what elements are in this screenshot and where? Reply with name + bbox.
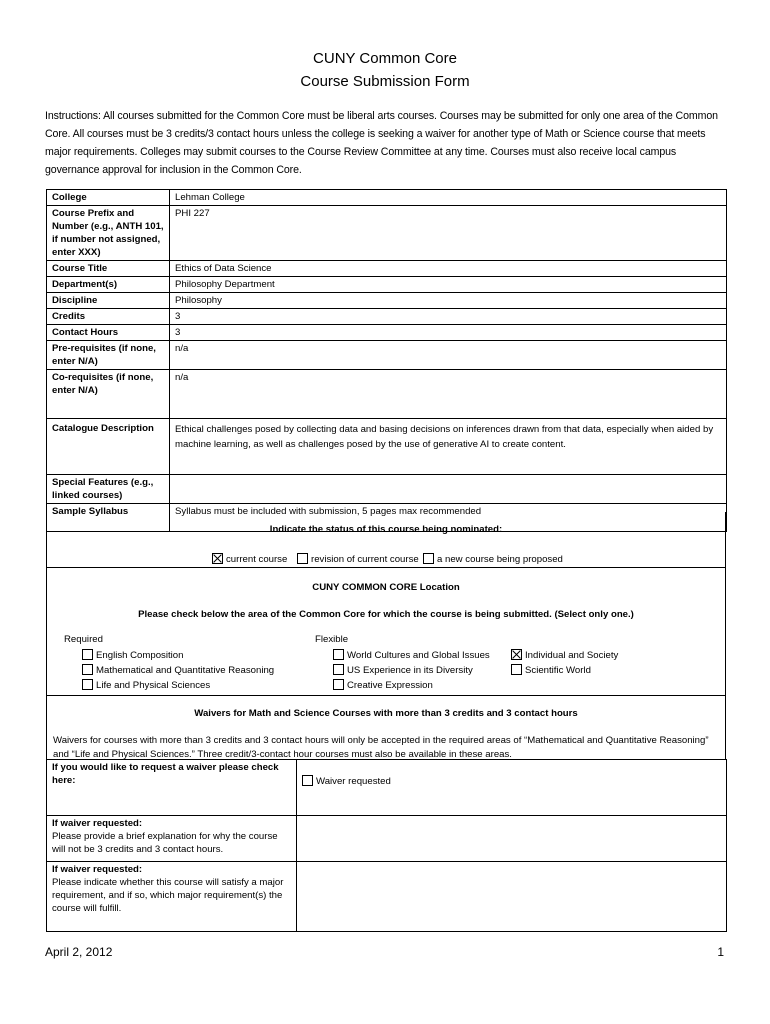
waiver-table [46,759,727,932]
field-value-catalogue-description[interactable]: Ethical challenges posed by collecting data and basing decisions on inferences drawn from that data, especially when aided by machine learning, as well as challenges posed by the use of generative AI to create content. [170,419,727,475]
table-row [47,206,727,261]
waiver-request-cell[interactable] [297,760,727,816]
field-label: Pre-requisites (if none, enter N/A) [47,341,170,370]
field-value-course-number[interactable]: PHI 227 [170,206,727,261]
field-label: College [47,190,170,206]
field-label: Course Title [47,261,170,277]
checkbox-checked[interactable] [511,649,522,660]
checkbox[interactable] [333,679,344,690]
status-option-revision[interactable]: revision of current course [297,553,419,565]
table-row [47,862,727,932]
waiver-major-input[interactable] [297,862,727,932]
instructions-paragraph: Instructions: All courses submitted for the Common Core must be liberal arts courses. Courses may be submitted for only one area of the Common Core. All courses must be 3 credits/3 contact hours unless the college is seeking a waiver for another type of Math or Science course that meets major requirements. Colleges may submit courses to the Course Review Committee at any time. Courses must also receive local campus governance approval for inclusion in the Common Core. [45,110,718,176]
status-option-current[interactable]: current course [212,553,287,565]
area-scientific-world[interactable]: Scientific World [511,664,591,676]
checkbox[interactable] [302,775,313,786]
table-row [47,277,727,293]
course-info-table [46,189,727,532]
field-label: Catalogue Description [47,419,170,475]
field-value-prerequisites[interactable]: n/a [170,341,727,370]
field-value-contact-hours[interactable]: 3 [170,325,727,341]
table-row [47,370,727,419]
location-subheading: Please check below the area of the Common Core for which the course is being submitted. (Select only one.) [138,609,634,620]
area-life-physical-sciences[interactable]: Life and Physical Sciences [82,679,210,691]
waiver-major-label: If waiver requested: Please indicate whether this course will satisfy a major requirement, and if so, which major requirement(s) the course will fulfill. [47,862,297,932]
field-value-department[interactable]: Philosophy Department [170,277,727,293]
area-world-cultures[interactable]: World Cultures and Global Issues [333,649,490,661]
form-subtitle: Course Submission Form [300,73,470,90]
flexible-label: Flexible [315,634,349,645]
table-row [47,293,727,309]
required-label: Required [64,634,103,645]
checkbox[interactable] [333,649,344,660]
form-title: CUNY Common Core [313,50,457,67]
checkbox[interactable] [511,664,522,675]
checkbox[interactable] [82,679,93,690]
waivers-heading: Waivers for Math and Science Courses with more than 3 credits and 3 contact hours [194,708,578,719]
checkbox[interactable] [297,553,308,564]
checkbox[interactable] [82,664,93,675]
location-section [46,568,726,696]
checkbox-checked[interactable] [212,553,223,564]
location-heading: CUNY COMMON CORE Location [312,582,460,593]
field-value-college[interactable]: Lehman College [170,190,727,206]
table-row [47,341,727,370]
table-row [47,190,727,206]
page-number: 1 [717,945,724,959]
field-label: Course Prefix and Number (e.g., ANTH 101, if number not assigned, enter XXX) [47,206,170,261]
status-section [46,512,726,568]
status-option-new[interactable]: a new course being proposed [423,553,563,565]
field-label: Sample Syllabus [47,504,170,532]
field-label: Co-requisites (if none, enter N/A) [47,370,170,419]
checkbox[interactable] [333,664,344,675]
field-label: Discipline [47,293,170,309]
field-value-discipline[interactable]: Philosophy [170,293,727,309]
field-label: Credits [47,309,170,325]
area-english-composition[interactable]: English Composition [82,649,183,661]
field-label: Department(s) [47,277,170,293]
table-row [47,325,727,341]
waivers-text: Waivers for courses with more than 3 credits and 3 contact hours will only be accepted in the required areas of “Mathematical and Quantitative Reasoning” and “Life and Physical Sciences.” Three credit/3-contact hour courses must also be available in these areas. [53,735,709,760]
footer-date: April 2, 2012 [45,945,113,959]
waiver-request-label: If you would like to request a waiver please check here: [47,760,297,816]
field-value-sample-syllabus[interactable]: Syllabus must be included with submission, 5 pages max recommended [170,504,727,532]
field-label: Special Features (e.g., linked courses) [47,475,170,504]
field-value-credits[interactable]: 3 [170,309,727,325]
area-creative-expression[interactable]: Creative Expression [333,679,433,691]
area-math-reasoning[interactable]: Mathematical and Quantitative Reasoning [82,664,274,676]
waiver-requested-label: Waiver requested [316,776,391,787]
area-individual-society[interactable]: Individual and Society [511,649,618,661]
table-row [47,816,727,862]
status-heading: Indicate the status of this course being nominated: [269,524,503,535]
waiver-explanation-input[interactable] [297,816,727,862]
waiver-explanation-label: If waiver requested: Please provide a brief explanation for why the course will not be 3 credits and 3 contact hours. [47,816,297,862]
table-row [47,309,727,325]
field-value-course-title[interactable]: Ethics of Data Science [170,261,727,277]
waivers-section [46,696,726,760]
table-row [47,475,727,504]
table-row [47,760,727,816]
field-value-corequisites[interactable]: n/a [170,370,727,419]
checkbox[interactable] [423,553,434,564]
area-us-experience[interactable]: US Experience in its Diversity [333,664,473,676]
field-value-special-features[interactable] [170,475,727,504]
checkbox[interactable] [82,649,93,660]
table-row [47,419,727,475]
field-label: Contact Hours [47,325,170,341]
table-row [47,261,727,277]
